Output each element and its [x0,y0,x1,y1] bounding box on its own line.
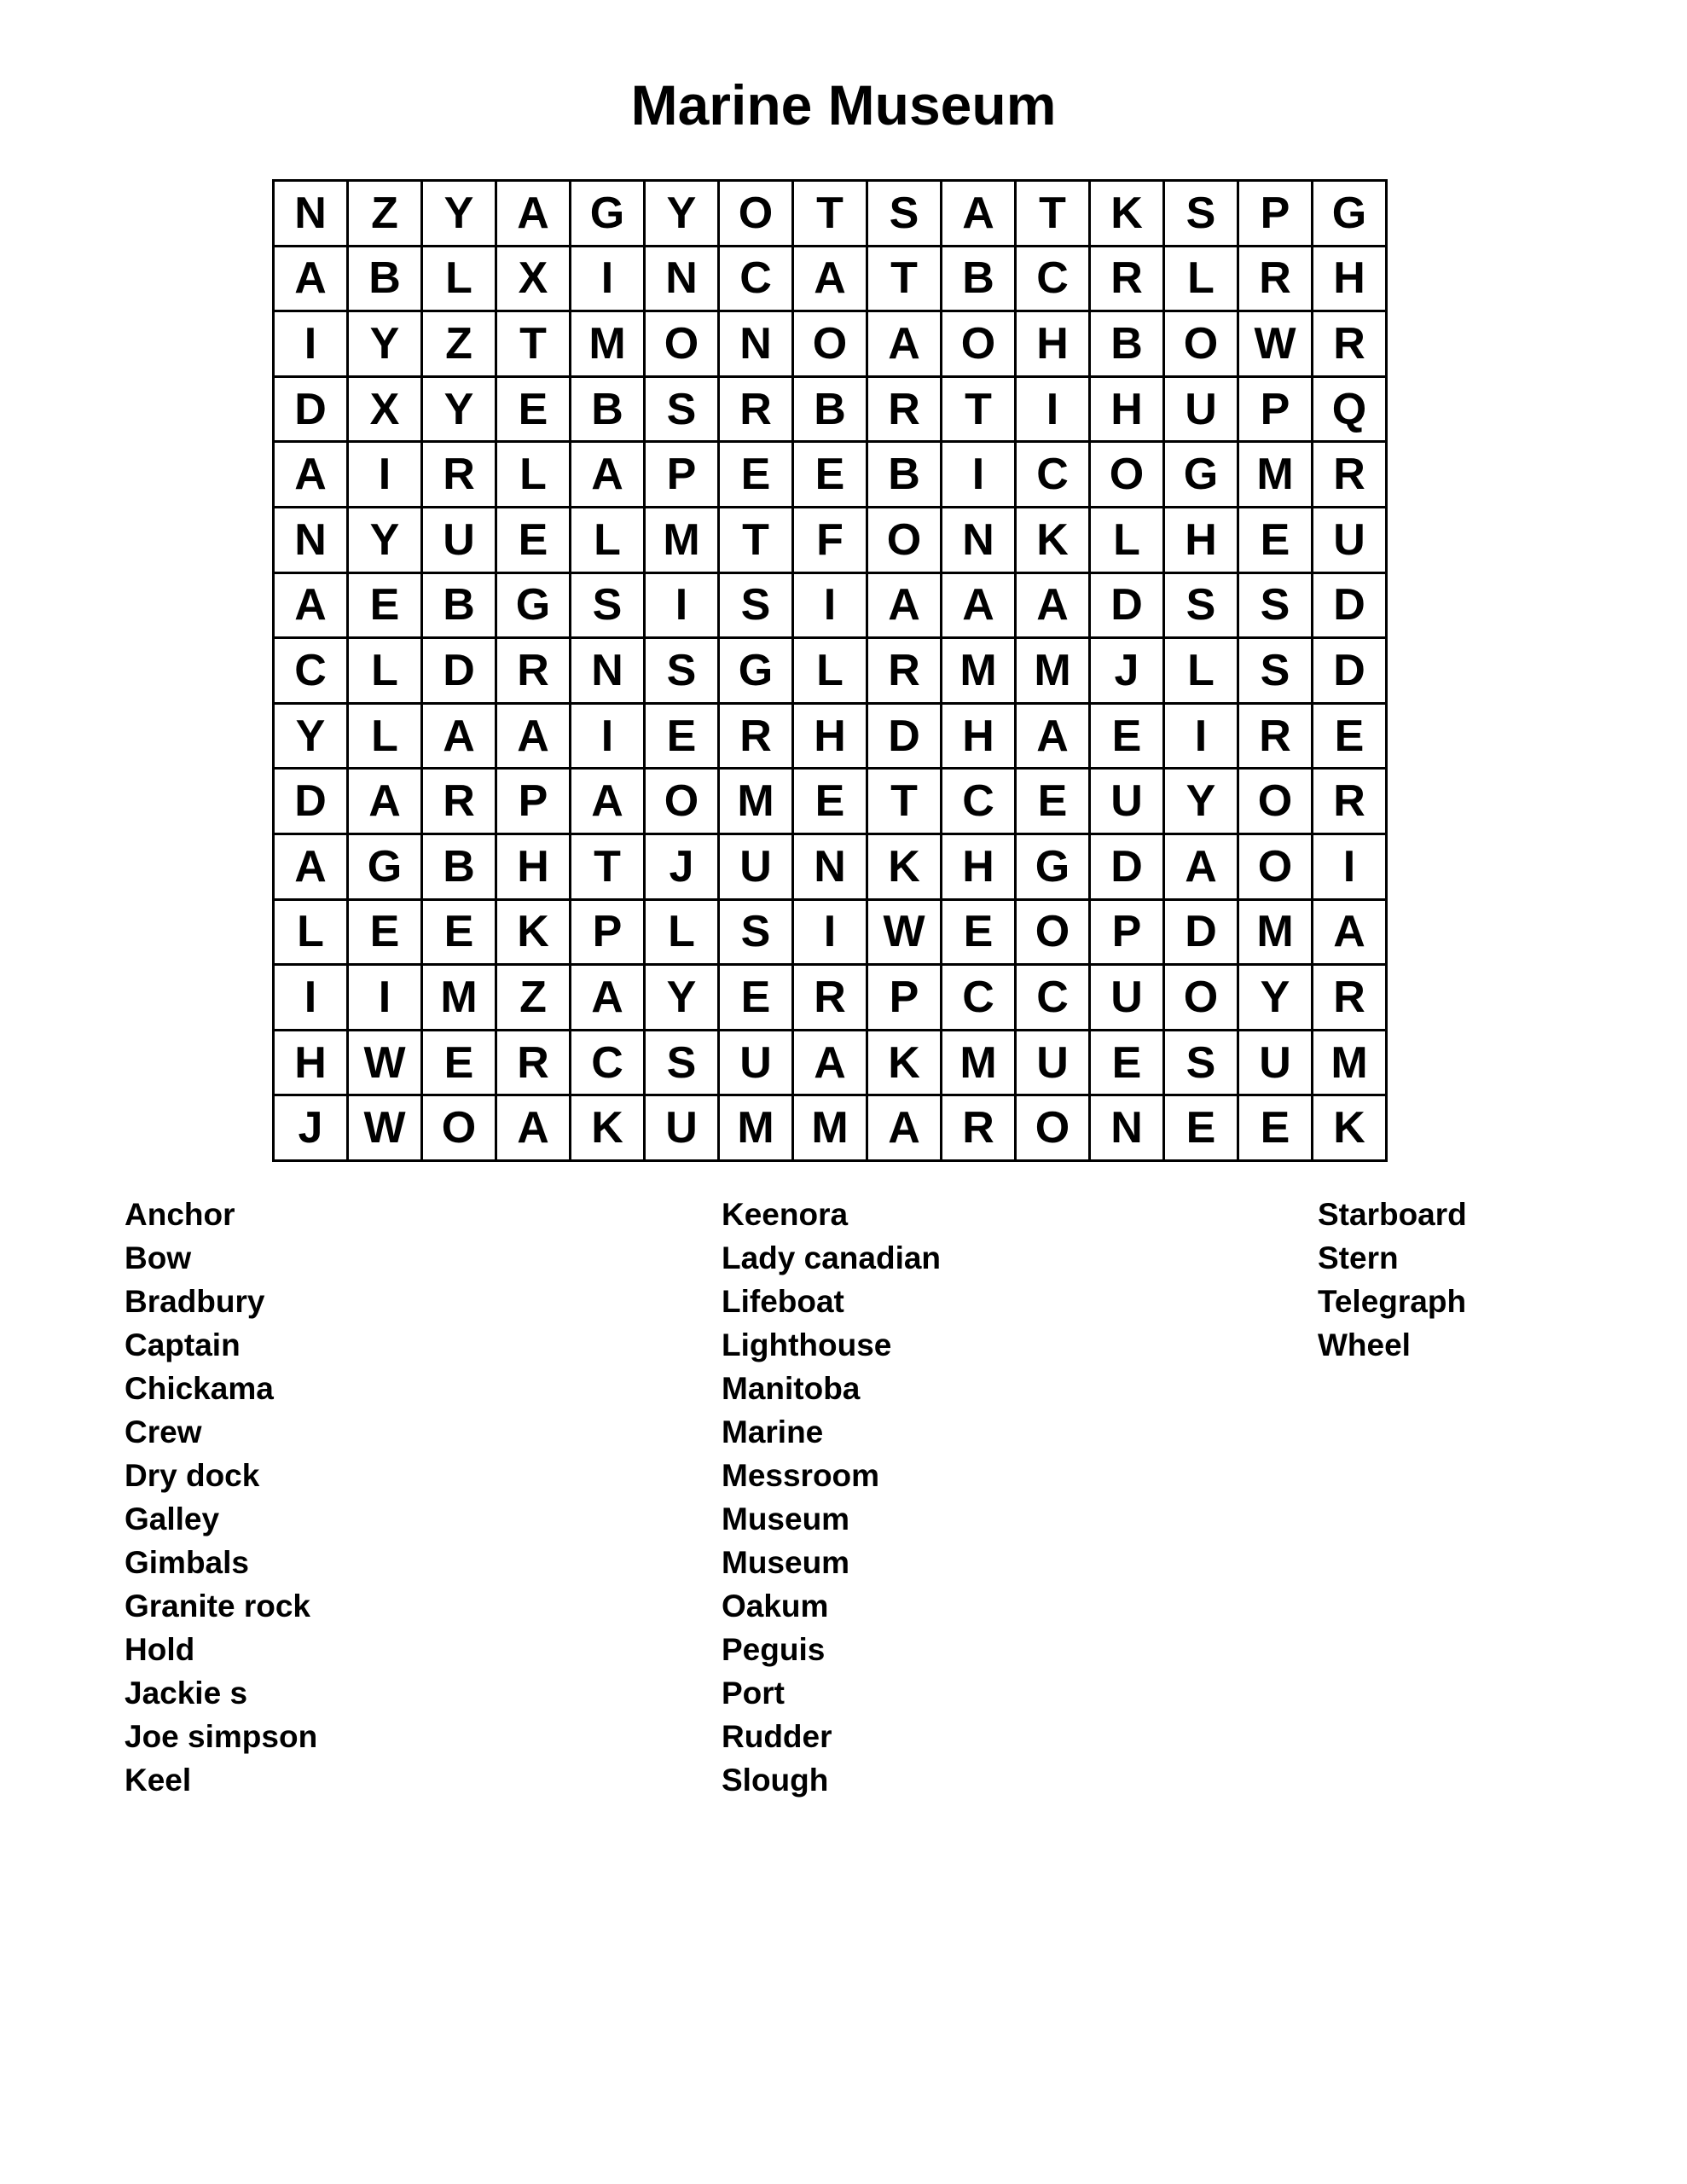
word-list-item: Messroom [722,1458,880,1493]
grid-cell[interactable]: O [868,508,942,574]
grid-cell[interactable]: P [497,770,571,835]
grid-cell[interactable]: M [1239,901,1313,967]
grid-cell[interactable]: C [1017,443,1091,508]
word-list-item: Captain [125,1327,241,1362]
word-list-item: Oakum [722,1589,829,1623]
grid-cell[interactable]: E [497,508,571,574]
grid-cell[interactable]: G [1313,182,1388,247]
grid-cell[interactable]: Y [275,705,349,770]
word-list-item: Telegraph [1318,1284,1467,1319]
grid-cell[interactable]: E [794,770,868,835]
grid-cell[interactable]: Y [646,182,720,247]
grid-cell[interactable]: S [720,574,794,640]
grid-cell[interactable]: I [1017,378,1091,444]
grid-cell[interactable]: E [349,901,423,967]
word-list-item: Granite rock [125,1589,310,1623]
grid-cell[interactable]: O [646,312,720,378]
grid-cell[interactable]: R [794,966,868,1031]
grid-cell[interactable]: A [275,247,349,313]
grid-cell[interactable]: A [794,1031,868,1097]
grid-cell[interactable]: R [497,639,571,705]
grid-cell[interactable]: K [868,835,942,901]
grid-cell[interactable]: O [1017,901,1091,967]
grid-cell[interactable]: W [868,901,942,967]
grid-cell[interactable]: Q [1313,378,1388,444]
grid-cell[interactable]: E [1165,1096,1239,1162]
grid-cell[interactable]: R [720,378,794,444]
word-list-item: Wheel [1318,1327,1411,1362]
word-list-column-2 [722,1193,941,1802]
grid-cell[interactable]: H [275,1031,349,1097]
grid-cell[interactable]: I [1313,835,1388,901]
grid-cell[interactable]: D [275,770,349,835]
word-list-column-3 [1318,1193,1467,1367]
grid-cell[interactable]: R [1239,705,1313,770]
grid-cell[interactable]: L [349,639,423,705]
grid-cell[interactable]: A [868,312,942,378]
grid-cell[interactable]: A [868,1096,942,1162]
grid-cell[interactable]: N [942,508,1017,574]
word-list-item: Hold [125,1632,195,1667]
grid-cell[interactable]: C [1017,966,1091,1031]
grid-cell[interactable]: M [571,312,646,378]
grid-cell[interactable]: M [1313,1031,1388,1097]
grid-cell[interactable]: U [1017,1031,1091,1097]
grid-cell[interactable]: X [349,378,423,444]
grid-cell[interactable]: O [1165,312,1239,378]
grid-cell[interactable]: U [1313,508,1388,574]
grid-cell[interactable]: I [275,312,349,378]
grid-cell[interactable]: R [942,1096,1017,1162]
grid-cell[interactable]: J [1091,639,1165,705]
grid-cell[interactable]: O [423,1096,497,1162]
word-list-item: Museum [722,1502,850,1536]
grid-cell[interactable]: N [1091,1096,1165,1162]
grid-cell[interactable]: E [1239,508,1313,574]
grid-cell[interactable]: A [497,1096,571,1162]
grid-cell[interactable]: E [720,443,794,508]
grid-cell[interactable]: T [868,247,942,313]
grid-cell[interactable]: A [275,443,349,508]
grid-cell[interactable]: L [571,508,646,574]
grid-cell[interactable]: A [571,443,646,508]
grid-cell[interactable]: H [942,835,1017,901]
grid-cell[interactable]: O [1239,835,1313,901]
grid-cell[interactable]: R [720,705,794,770]
grid-cell[interactable]: B [794,378,868,444]
grid-cell[interactable]: G [1017,835,1091,901]
grid-cell[interactable]: D [1091,574,1165,640]
grid-cell[interactable]: D [423,639,497,705]
grid-cell[interactable]: S [646,1031,720,1097]
grid-cell[interactable]: S [646,639,720,705]
grid-cell[interactable]: I [1165,705,1239,770]
grid-cell[interactable]: B [942,247,1017,313]
grid-cell[interactable]: O [646,770,720,835]
grid-cell[interactable]: R [423,770,497,835]
grid-cell[interactable]: I [349,966,423,1031]
grid-cell[interactable]: S [1239,574,1313,640]
grid-cell[interactable]: P [646,443,720,508]
word-list-item: Keenora [722,1197,849,1232]
word-list-item: Dry dock [125,1458,260,1493]
grid-cell[interactable]: B [349,247,423,313]
grid-cell[interactable]: M [423,966,497,1031]
grid-cell[interactable]: S [646,378,720,444]
grid-cell[interactable]: P [1091,901,1165,967]
grid-cell[interactable]: Y [1165,770,1239,835]
grid-cell[interactable]: O [794,312,868,378]
grid-cell[interactable]: B [868,443,942,508]
grid-cell[interactable]: L [794,639,868,705]
grid-cell[interactable]: A [571,966,646,1031]
grid-cell[interactable]: O [1091,443,1165,508]
grid-cell[interactable]: R [423,443,497,508]
grid-cell[interactable]: X [497,247,571,313]
grid-cell[interactable]: T [942,378,1017,444]
word-list-item: Anchor [125,1197,235,1232]
word-list-item: Keel [125,1763,192,1798]
grid-cell[interactable]: E [794,443,868,508]
grid-cell[interactable]: E [349,574,423,640]
grid-cell[interactable]: A [1017,574,1091,640]
grid-cell[interactable]: U [1165,378,1239,444]
grid-cell[interactable]: K [571,1096,646,1162]
grid-cell[interactable]: R [868,378,942,444]
grid-cell[interactable]: H [497,835,571,901]
grid-cell[interactable]: A [794,247,868,313]
grid-cell[interactable]: U [720,1031,794,1097]
grid-cell[interactable]: L [646,901,720,967]
word-list-item: Lighthouse [722,1327,892,1362]
grid-cell[interactable]: D [1165,901,1239,967]
grid-cell[interactable]: C [720,247,794,313]
grid-cell[interactable]: C [1017,247,1091,313]
grid-cell[interactable]: S [1165,574,1239,640]
grid-cell[interactable]: R [868,639,942,705]
word-list-item: Jackie s [125,1676,248,1711]
grid-cell[interactable]: I [942,443,1017,508]
grid-cell[interactable]: S [1165,182,1239,247]
grid-cell[interactable]: K [1017,508,1091,574]
grid-cell[interactable]: R [1313,770,1388,835]
grid-cell[interactable]: T [497,312,571,378]
grid-cell[interactable]: U [1239,1031,1313,1097]
grid-cell[interactable]: C [942,966,1017,1031]
grid-cell[interactable]: Y [349,312,423,378]
word-list-item: Galley [125,1502,220,1536]
grid-cell[interactable]: K [868,1031,942,1097]
word-list-item: Peguis [722,1632,826,1667]
grid-cell[interactable]: Z [423,312,497,378]
grid-cell[interactable]: M [1017,639,1091,705]
grid-cell[interactable]: U [1091,770,1165,835]
grid-cell[interactable]: O [1017,1096,1091,1162]
word-list-item: Bradbury [125,1284,265,1319]
grid-cell[interactable]: N [571,639,646,705]
grid-cell[interactable]: A [1017,705,1091,770]
grid-cell[interactable]: S [571,574,646,640]
grid-cell[interactable]: R [1313,966,1388,1031]
grid-cell[interactable]: L [1165,639,1239,705]
word-list-item: Port [722,1676,785,1711]
word-list-item: Bow [125,1240,192,1275]
grid-cell[interactable]: R [497,1031,571,1097]
word-list-item: Marine [722,1414,824,1449]
grid-cell[interactable]: E [423,1031,497,1097]
grid-cell[interactable]: Z [497,966,571,1031]
grid-cell[interactable]: B [423,835,497,901]
grid-cell[interactable]: M [1239,443,1313,508]
grid-cell[interactable]: M [794,1096,868,1162]
grid-cell[interactable]: R [1239,247,1313,313]
grid-cell[interactable]: A [942,182,1017,247]
grid-cell[interactable]: P [571,901,646,967]
grid-cell[interactable]: D [275,378,349,444]
grid-cell[interactable]: G [349,835,423,901]
grid-cell[interactable]: N [275,182,349,247]
grid-cell[interactable]: A [571,770,646,835]
grid-cell[interactable]: L [349,705,423,770]
grid-cell[interactable]: L [497,443,571,508]
grid-cell[interactable]: U [423,508,497,574]
grid-cell[interactable]: A [942,574,1017,640]
letter-grid [272,179,1388,1162]
grid-cell[interactable]: I [794,574,868,640]
grid-cell[interactable]: O [942,312,1017,378]
word-list-item: Joe simpson [125,1719,318,1754]
grid-cell[interactable]: O [1239,770,1313,835]
grid-cell[interactable]: L [423,247,497,313]
grid-cell[interactable]: E [1313,705,1388,770]
grid-cell[interactable]: A [868,574,942,640]
grid-cell[interactable]: H [1091,378,1165,444]
grid-cell[interactable]: T [1017,182,1091,247]
grid-cell[interactable]: A [349,770,423,835]
grid-cell[interactable]: M [942,1031,1017,1097]
grid-cell[interactable]: C [942,770,1017,835]
grid-cell[interactable]: Y [423,182,497,247]
word-list-item: Starboard [1318,1197,1467,1232]
grid-cell[interactable]: T [720,508,794,574]
word-list-item: Gimbals [125,1545,249,1580]
grid-cell[interactable]: L [275,901,349,967]
grid-cell[interactable]: S [720,901,794,967]
grid-cell[interactable]: E [720,966,794,1031]
puzzle-title: Marine Museum [630,73,1057,136]
grid-cell[interactable]: E [497,378,571,444]
grid-cell[interactable]: I [275,966,349,1031]
grid-cell[interactable]: R [1091,247,1165,313]
grid-cell[interactable]: W [349,1031,423,1097]
grid-cell[interactable]: O [1165,966,1239,1031]
grid-cell[interactable]: E [646,705,720,770]
word-list-item: Crew [125,1414,202,1449]
grid-cell[interactable]: F [794,508,868,574]
grid-cell[interactable]: O [720,182,794,247]
grid-cell[interactable]: T [571,835,646,901]
grid-cell[interactable]: D [868,705,942,770]
grid-cell[interactable]: B [571,378,646,444]
grid-cell[interactable]: R [1313,443,1388,508]
grid-cell[interactable]: U [1091,966,1165,1031]
word-list-item: Lady canadian [722,1240,942,1275]
grid-cell[interactable]: A [275,574,349,640]
grid-cell[interactable]: Y [1239,966,1313,1031]
grid-cell[interactable]: E [1091,705,1165,770]
grid-cell[interactable]: M [646,508,720,574]
grid-cell[interactable]: S [868,182,942,247]
grid-cell[interactable]: T [794,182,868,247]
grid-cell[interactable]: W [1239,312,1313,378]
grid-cell[interactable]: K [1313,1096,1388,1162]
grid-cell[interactable]: J [646,835,720,901]
grid-cell[interactable]: I [349,443,423,508]
grid-cell[interactable]: G [571,182,646,247]
grid-cell[interactable]: H [942,705,1017,770]
grid-cell[interactable]: H [1165,508,1239,574]
grid-cell[interactable]: A [275,835,349,901]
grid-cell[interactable]: P [1239,378,1313,444]
grid-cell[interactable]: I [571,247,646,313]
grid-cell[interactable]: R [1313,312,1388,378]
grid-cell[interactable]: I [646,574,720,640]
grid-cell[interactable]: K [1091,182,1165,247]
grid-cell[interactable]: D [1313,639,1388,705]
grid-cell[interactable]: I [794,901,868,967]
grid-cell[interactable]: A [1313,901,1388,967]
grid-cell[interactable]: G [720,639,794,705]
grid-cell[interactable]: S [1165,1031,1239,1097]
grid-cell[interactable]: U [646,1096,720,1162]
grid-cell[interactable]: A [497,705,571,770]
word-list-column-1 [125,1193,317,1802]
grid-cell[interactable]: D [1313,574,1388,640]
grid-cell[interactable]: H [1017,312,1091,378]
grid-cell[interactable]: E [1239,1096,1313,1162]
grid-cell[interactable]: Z [349,182,423,247]
word-list-item: Manitoba [722,1371,861,1406]
grid-cell[interactable]: T [868,770,942,835]
grid-cell[interactable]: C [275,639,349,705]
grid-cell[interactable]: D [1091,835,1165,901]
grid-cell[interactable]: M [720,770,794,835]
word-list-item: Museum [722,1545,850,1580]
word-list-item: Rudder [722,1719,832,1754]
grid-cell[interactable]: I [571,705,646,770]
grid-cell[interactable]: W [349,1096,423,1162]
grid-cell[interactable]: N [275,508,349,574]
grid-cell[interactable]: N [794,835,868,901]
word-list-item: Lifeboat [722,1284,844,1319]
grid-cell[interactable]: H [794,705,868,770]
grid-cell[interactable]: E [1017,770,1091,835]
grid-cell[interactable]: K [497,901,571,967]
grid-cell[interactable]: A [1165,835,1239,901]
word-list-item: Slough [722,1763,829,1798]
grid-cell[interactable]: L [1165,247,1239,313]
grid-cell[interactable]: Y [349,508,423,574]
grid-cell[interactable]: S [1239,639,1313,705]
grid-cell[interactable]: N [646,247,720,313]
grid-cell[interactable]: U [720,835,794,901]
word-list-item: Chickama [125,1371,274,1406]
grid-cell[interactable]: P [1239,182,1313,247]
grid-cell[interactable]: B [1091,312,1165,378]
grid-cell[interactable]: E [423,901,497,967]
grid-cell[interactable]: G [497,574,571,640]
grid-cell[interactable]: A [497,182,571,247]
grid-cell[interactable]: E [942,901,1017,967]
grid-cell[interactable]: L [1091,508,1165,574]
grid-cell[interactable]: G [1165,443,1239,508]
word-list-item: Stern [1318,1240,1399,1275]
grid-cell[interactable]: Y [423,378,497,444]
grid-cell[interactable]: Y [646,966,720,1031]
grid-cell[interactable]: E [1091,1031,1165,1097]
grid-cell[interactable]: P [868,966,942,1031]
grid-cell[interactable]: A [423,705,497,770]
grid-cell[interactable]: B [423,574,497,640]
grid-cell[interactable]: M [720,1096,794,1162]
grid-cell[interactable]: N [720,312,794,378]
grid-cell[interactable]: H [1313,247,1388,313]
grid-cell[interactable]: M [942,639,1017,705]
grid-cell[interactable]: J [275,1096,349,1162]
grid-cell[interactable]: C [571,1031,646,1097]
